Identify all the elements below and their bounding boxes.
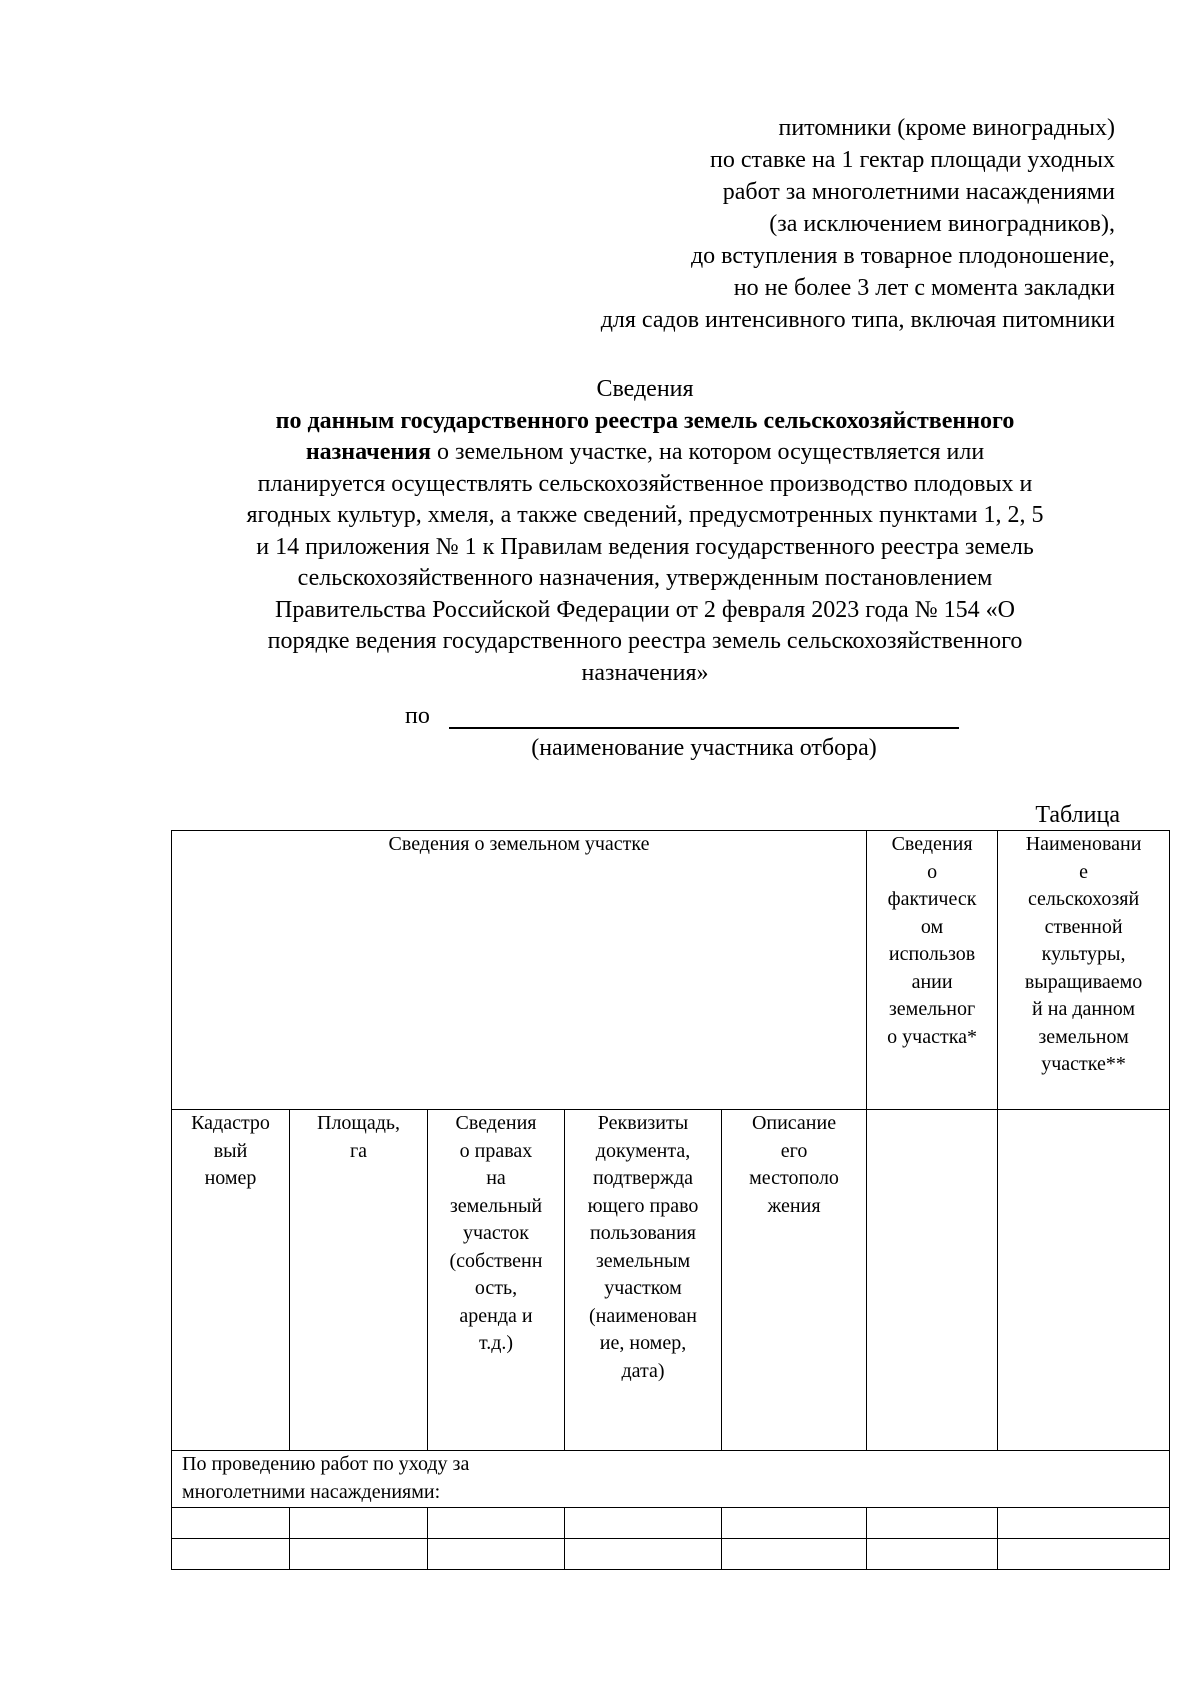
header-line: работ за многолетними насаждениями xyxy=(722,179,1115,205)
title-line: Правительства Российской Федерации от 2 февраля 2023 года № 154 «О xyxy=(275,596,1015,623)
title-heading: Сведения xyxy=(596,376,694,402)
table-cell[interactable] xyxy=(867,1539,998,1570)
table-cell[interactable] xyxy=(565,1539,722,1570)
empty-cell[interactable] xyxy=(867,1110,998,1451)
title-line-2 xyxy=(150,437,1140,469)
table-cell[interactable] xyxy=(722,1508,867,1539)
table-cell[interactable] xyxy=(722,1539,867,1570)
document-details-header: Реквизиты документа, подтвержда ющего право пользования земельным участком (наименован ие, номер, дата) xyxy=(565,1110,722,1451)
maintenance-works-label: По проведению работ по уходу за многолетними насаждениями: xyxy=(172,1451,1170,1508)
table-row xyxy=(172,1539,1170,1570)
table-cell[interactable] xyxy=(998,1508,1170,1539)
header-line: для садов интенсивного типа, включая питомники xyxy=(600,307,1115,333)
table-cell[interactable] xyxy=(998,1539,1170,1570)
title-line: назначения» xyxy=(581,659,709,686)
empty-cell[interactable] xyxy=(998,1110,1170,1451)
table-row xyxy=(172,1508,1170,1539)
crop-name-header: Наименовани е сельскохозяй ственной культуры, выращиваемо й на данном земельном участке** xyxy=(998,831,1170,1110)
land-plot-table xyxy=(171,830,1170,1570)
table-cell[interactable] xyxy=(290,1539,428,1570)
title-line: порядке ведения государственного реестра земель сельскохозяйственного xyxy=(267,628,1023,654)
table-cell[interactable] xyxy=(867,1508,998,1539)
participant-prefix: по xyxy=(405,703,430,729)
table-cell[interactable] xyxy=(428,1508,565,1539)
title-line: ягодных культур, хмеля, а также сведений, предусмотренных пунктами 1, 2, 5 xyxy=(246,502,1044,528)
header-line: но не более 3 лет с момента закладки xyxy=(733,275,1115,301)
header-block xyxy=(415,112,1115,336)
title-bold-line: по данным государственного реестра земель сельскохозяйственного xyxy=(275,407,1015,434)
table-cell[interactable] xyxy=(428,1539,565,1570)
header-line: по ставке на 1 гектар площади уходных xyxy=(709,147,1115,173)
table-cell[interactable] xyxy=(172,1508,290,1539)
header-line: до вступления в товарное плодоношение, xyxy=(690,243,1115,269)
group-header-cell: Сведения о земельном участке xyxy=(172,831,867,1110)
table-cell[interactable] xyxy=(565,1508,722,1539)
participant-caption: (наименование участника отбора) xyxy=(531,735,877,761)
rights-header: Сведения о правах на земельный участок (собственн ость, аренда и т.д.) xyxy=(428,1110,565,1451)
header-line: (за исключением виноградников), xyxy=(769,211,1115,237)
participant-name-field[interactable] xyxy=(449,727,959,729)
area-header: Площадь, га xyxy=(290,1110,428,1451)
table-subheader-row xyxy=(172,1110,1170,1451)
location-header: Описание его местополо жения xyxy=(722,1110,867,1451)
title-bold-word: назначения xyxy=(305,439,431,465)
actual-use-header: Сведения о фактическ ом использов ании земельног о участка* xyxy=(867,831,998,1110)
table-cell[interactable] xyxy=(172,1539,290,1570)
title-line: планируется осуществлять сельскохозяйственное производство плодовых и xyxy=(257,470,1033,497)
header-line: питомники (кроме виноградных) xyxy=(778,115,1115,141)
cadastral-number-header: Кадастро вый номер xyxy=(172,1110,290,1451)
title-line-2-rest: о земельном участке, на котором осуществляется или xyxy=(430,439,985,465)
document-title xyxy=(150,374,1140,689)
title-line: и 14 приложения № 1 к Правилам ведения государственного реестра земель xyxy=(256,533,1034,560)
table-cell[interactable] xyxy=(290,1508,428,1539)
title-line: сельскохозяйственного назначения, утвержденным постановлением xyxy=(297,565,993,591)
maintenance-works-row xyxy=(172,1451,1170,1508)
table-label: Таблица xyxy=(1035,802,1120,828)
table-header-row xyxy=(172,831,1170,1110)
